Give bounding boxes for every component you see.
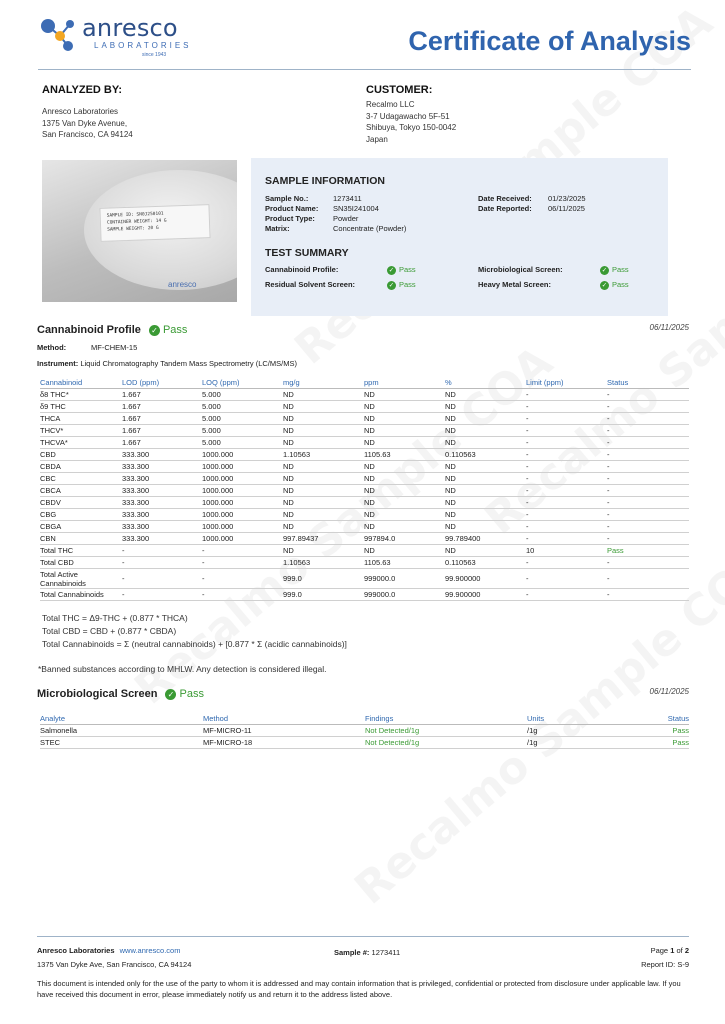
column-header: Findings <box>365 713 527 724</box>
table-row <box>40 496 689 508</box>
sample-label-card <box>99 204 210 242</box>
table-cell: THCVA* <box>40 436 122 448</box>
table-row <box>40 460 689 472</box>
matrix: Concentrate (Powder) <box>333 224 407 233</box>
table-row <box>40 724 689 736</box>
table-cell: δ9 THC <box>40 400 122 412</box>
table-cell: ND <box>283 400 364 412</box>
table-cell: - <box>122 556 202 568</box>
customer-block <box>366 84 456 145</box>
table-cell: 5.000 <box>202 388 283 400</box>
residual-status: Pass <box>399 280 416 289</box>
table-cell: ND <box>445 400 526 412</box>
cannabinoid-section-title <box>37 324 187 336</box>
field-label: Microbiological Screen: <box>478 265 563 274</box>
table-cell: 1.667 <box>122 424 202 436</box>
table-cell: CBCA <box>40 484 122 496</box>
formula-line: Total CBD = CBD + (0.877 * CBDA) <box>42 626 177 636</box>
table-cell: Total THC <box>40 544 122 556</box>
table-row <box>40 532 689 544</box>
column-header: Cannabinoid <box>40 377 122 388</box>
table-cell: ND <box>364 496 445 508</box>
cannabinoid-status: Pass <box>399 265 416 274</box>
label-line: SAMPLE ID: SN0J250101 <box>106 211 164 219</box>
logo-subtitle: LABORATORIES <box>94 41 192 50</box>
table-cell: - <box>607 400 689 412</box>
micro-date: 06/11/2025 <box>649 687 689 696</box>
table-cell: 1000.000 <box>202 460 283 472</box>
table-cell: 1.667 <box>122 388 202 400</box>
table-cell: 5.000 <box>202 400 283 412</box>
table-row <box>40 412 689 424</box>
method-value: MF-CHEM-15 <box>91 343 138 352</box>
table-cell: ND <box>364 400 445 412</box>
formula-line: Total THC = Δ9-THC + (0.877 * THCA) <box>42 613 188 623</box>
table-cell: Pass <box>649 724 689 736</box>
table-cell: 5.000 <box>202 412 283 424</box>
section-title-text: Cannabinoid Profile <box>37 324 141 336</box>
customer-heading: CUSTOMER: <box>366 84 433 96</box>
table-cell: ND <box>283 472 364 484</box>
table-cell: - <box>607 436 689 448</box>
field-label: Residual Solvent Screen: <box>265 280 356 289</box>
table-cell: ND <box>445 520 526 532</box>
sample-photo <box>42 160 237 302</box>
label-line: CONTAINER WEIGHT: 14 G <box>106 218 167 226</box>
table-cell: - <box>122 588 202 600</box>
column-header: Units <box>527 713 649 724</box>
table-cell: - <box>526 556 607 568</box>
table-cell: ND <box>364 544 445 556</box>
anresco-logo <box>38 12 198 58</box>
table-cell: - <box>607 496 689 508</box>
table-cell: ND <box>364 484 445 496</box>
table-cell: - <box>202 544 283 556</box>
table-cell: 333.300 <box>122 460 202 472</box>
table-cell: ND <box>445 544 526 556</box>
table-row <box>40 388 689 400</box>
product-type: Powder <box>333 214 359 223</box>
table-cell: 1000.000 <box>202 496 283 508</box>
table-cell: Salmonella <box>40 724 203 736</box>
logo-wordmark: anresco <box>82 14 178 42</box>
table-cell: ND <box>283 436 364 448</box>
table-cell: 1105.63 <box>364 448 445 460</box>
table-cell: ND <box>364 424 445 436</box>
micro-status: Pass <box>612 265 629 274</box>
table-cell: 1000.000 <box>202 508 283 520</box>
table-cell: ND <box>364 460 445 472</box>
customer-line: 3-7 Udagawacho 5F-51 <box>366 111 450 121</box>
field-label: Date Reported: <box>478 204 532 213</box>
analyzed-by-heading: ANALYZED BY: <box>42 84 123 96</box>
check-icon: ✓ <box>388 266 395 274</box>
table-row <box>40 448 689 460</box>
product-name: SN35I241004 <box>333 204 379 213</box>
table-cell: 1000.000 <box>202 520 283 532</box>
table-cell: - <box>526 484 607 496</box>
table-cell: - <box>122 544 202 556</box>
analyzed-by-line: 1375 Van Dyke Avenue, <box>42 118 128 128</box>
table-cell: ND <box>283 388 364 400</box>
table-cell: - <box>526 508 607 520</box>
footer-divider <box>37 936 689 937</box>
table-cell: - <box>607 424 689 436</box>
page-of: of <box>676 946 683 955</box>
table-cell: 1.667 <box>122 400 202 412</box>
table-cell: 333.300 <box>122 532 202 544</box>
report-id: Report ID: S-9 <box>641 960 689 969</box>
logo-since: since 1943 <box>142 52 167 58</box>
column-header: Status <box>607 377 689 388</box>
page-total: 2 <box>684 946 689 955</box>
table-cell: ND <box>283 544 364 556</box>
table-cell: - <box>526 436 607 448</box>
table-cell: 333.300 <box>122 472 202 484</box>
table-cell: - <box>526 388 607 400</box>
table-cell: ND <box>445 424 526 436</box>
table-cell: CBD <box>40 448 122 460</box>
micro-pass: Pass <box>179 688 204 700</box>
table-cell: 1.667 <box>122 412 202 424</box>
table-cell: /1g <box>527 736 649 748</box>
sample-info-heading: SAMPLE INFORMATION <box>265 175 385 187</box>
table-cell: - <box>607 484 689 496</box>
table-cell: ND <box>364 472 445 484</box>
table-cell: Pass <box>607 544 689 556</box>
table-cell: ND <box>445 484 526 496</box>
table-cell: - <box>122 568 202 588</box>
check-icon: ✓ <box>165 689 176 700</box>
footer-page <box>651 946 689 955</box>
header-divider <box>38 69 691 70</box>
table-cell: 1000.000 <box>202 472 283 484</box>
table-cell: ND <box>283 508 364 520</box>
table-row <box>40 520 689 532</box>
field-label: Cannabinoid Profile: <box>265 265 339 274</box>
table-cell: 1.667 <box>122 436 202 448</box>
sample-no: 1273411 <box>333 194 362 203</box>
document-title: Certificate of Analysis <box>408 26 691 56</box>
table-cell: - <box>526 520 607 532</box>
customer-line: Shibuya, Tokyo 150-0042 <box>366 123 457 132</box>
table-row <box>40 472 689 484</box>
table-cell: CBG <box>40 508 122 520</box>
table-cell: ND <box>283 496 364 508</box>
column-header: LOD (ppm) <box>122 377 202 388</box>
table-row <box>40 484 689 496</box>
table-cell: ND <box>445 412 526 424</box>
field-label: Product Type: <box>265 214 315 223</box>
table-row <box>40 556 689 568</box>
table-cell: 999.0 <box>283 588 364 600</box>
table-cell: CBN <box>40 532 122 544</box>
table-cell: 1.10563 <box>283 448 364 460</box>
method-label: Method: <box>37 343 67 352</box>
table-cell: ND <box>364 436 445 448</box>
table-cell: - <box>607 556 689 568</box>
photo-logo: anresco <box>168 280 197 289</box>
column-header: mg/g <box>283 377 364 388</box>
check-icon: ✓ <box>601 281 608 289</box>
label-line: SAMPLE WEIGHT: 20 G <box>107 225 159 233</box>
table-cell: - <box>526 460 607 472</box>
table-cell: STEC <box>40 736 203 748</box>
table-cell: 1000.000 <box>202 532 283 544</box>
table-cell: 333.300 <box>122 484 202 496</box>
table-cell: 1105.63 <box>364 556 445 568</box>
table-cell: ND <box>364 412 445 424</box>
table-cell: 5.000 <box>202 424 283 436</box>
cannabinoid-table <box>40 377 689 601</box>
page-prefix: Page <box>650 946 669 955</box>
table-cell: Pass <box>649 736 689 748</box>
table-row <box>40 400 689 412</box>
table-cell: - <box>526 472 607 484</box>
field-label: Heavy Metal Screen: <box>478 280 551 289</box>
table-cell: 99.789400 <box>445 532 526 544</box>
table-cell: - <box>607 532 689 544</box>
table-cell: ND <box>283 460 364 472</box>
table-cell: 1000.000 <box>202 484 283 496</box>
table-cell: ND <box>445 472 526 484</box>
column-header: Method <box>203 713 365 724</box>
column-header: Limit (ppm) <box>526 377 607 388</box>
field-label: Sample No.: <box>265 194 309 203</box>
table-cell: 1000.000 <box>202 448 283 460</box>
table-cell: 0.110563 <box>445 556 526 568</box>
table-cell: - <box>202 588 283 600</box>
footer-sample <box>334 948 400 957</box>
table-cell: 99.900000 <box>445 588 526 600</box>
formula-line: Total Cannabinoids = Σ (neutral cannabinoids) + [0.877 * Σ (acidic cannabinoids)] <box>42 639 347 649</box>
table-cell: 0.110563 <box>445 448 526 460</box>
field-label: Matrix: <box>265 224 290 233</box>
table-cell: - <box>607 508 689 520</box>
table-cell: THCV* <box>40 424 122 436</box>
footer-sample-label: Sample #: <box>334 948 370 957</box>
table-cell: ND <box>445 460 526 472</box>
column-header: LOQ (ppm) <box>202 377 283 388</box>
instrument-value: Liquid Chromatography Tandem Mass Spectrometry (LC/MS/MS) <box>80 359 297 368</box>
table-row <box>40 736 689 748</box>
table-cell: - <box>526 400 607 412</box>
table-cell: - <box>607 520 689 532</box>
footer-sample-value: 1273411 <box>371 948 401 957</box>
table-cell: - <box>526 588 607 600</box>
table-cell: - <box>607 388 689 400</box>
table-cell: - <box>607 568 689 588</box>
heavy-status: Pass <box>612 280 629 289</box>
table-cell: 333.300 <box>122 496 202 508</box>
table-cell: ND <box>283 520 364 532</box>
table-cell: ND <box>364 388 445 400</box>
table-cell: δ8 THC* <box>40 388 122 400</box>
table-cell: ND <box>364 520 445 532</box>
table-cell: Total CBD <box>40 556 122 568</box>
table-cell: Total Active Cannabinoids <box>40 568 122 588</box>
table-cell: 5.000 <box>202 436 283 448</box>
sample-info-box <box>251 158 668 316</box>
table-cell: 999000.0 <box>364 588 445 600</box>
analyzed-by-block <box>42 84 133 141</box>
table-row <box>40 568 689 588</box>
table-cell: - <box>526 448 607 460</box>
customer-line: Recalmo LLC <box>366 100 415 109</box>
table-cell: - <box>607 472 689 484</box>
date-reported: 06/11/2025 <box>548 204 585 213</box>
table-cell: - <box>526 568 607 588</box>
table-cell: ND <box>283 412 364 424</box>
table-cell: ND <box>445 436 526 448</box>
table-cell: 997894.0 <box>364 532 445 544</box>
table-cell: 333.300 <box>122 520 202 532</box>
table-cell: - <box>526 532 607 544</box>
column-header: Analyte <box>40 713 203 724</box>
micro-table <box>40 713 689 749</box>
table-cell: CBDV <box>40 496 122 508</box>
table-cell: Total Cannabinoids <box>40 588 122 600</box>
table-cell: - <box>202 568 283 588</box>
table-cell: ND <box>445 508 526 520</box>
field-label: Product Name: <box>265 204 319 213</box>
table-row <box>40 544 689 556</box>
table-cell: CBGA <box>40 520 122 532</box>
table-cell: ND <box>283 424 364 436</box>
table-cell: ND <box>283 484 364 496</box>
table-cell: ND <box>445 388 526 400</box>
table-row <box>40 424 689 436</box>
instrument-label: Instrument: <box>37 359 79 368</box>
table-cell: 10 <box>526 544 607 556</box>
field-label: Date Received: <box>478 194 532 203</box>
table-cell: /1g <box>527 724 649 736</box>
micro-section-title <box>37 688 204 700</box>
table-row <box>40 588 689 600</box>
table-cell: MF-MICRO-11 <box>203 724 365 736</box>
check-icon: ✓ <box>149 325 160 336</box>
footer-disclaimer: This document is intended only for the use of the party to whom it is addressed and may contain information that is privileged, confidential or protected from disclosure under applicable law. If you have received this document in error, please immediately notify us and return it to the address listed above. <box>37 979 681 999</box>
column-header: ppm <box>364 377 445 388</box>
table-cell: CBDA <box>40 460 122 472</box>
footer-website-link[interactable]: www.anresco.com <box>119 946 181 955</box>
table-cell: - <box>202 556 283 568</box>
footer-company: Anresco Laboratories <box>37 946 115 955</box>
table-cell: - <box>607 588 689 600</box>
table-cell: - <box>526 424 607 436</box>
table-cell: - <box>607 448 689 460</box>
table-cell: CBC <box>40 472 122 484</box>
check-icon: ✓ <box>388 281 395 289</box>
analyzed-by-line: Anresco Laboratories <box>42 107 119 116</box>
check-icon: ✓ <box>601 266 608 274</box>
test-summary-heading: TEST SUMMARY <box>265 247 349 259</box>
table-cell: ND <box>445 496 526 508</box>
table-row <box>40 508 689 520</box>
page-number: 1 <box>670 946 675 955</box>
table-cell: - <box>526 412 607 424</box>
analyzed-by-line: San Francisco, CA 94124 <box>42 130 133 139</box>
customer-line: Japan <box>366 134 388 144</box>
table-cell: - <box>607 460 689 472</box>
table-cell: Not Detected/1g <box>365 736 527 748</box>
table-cell: 333.300 <box>122 448 202 460</box>
table-cell: ND <box>364 508 445 520</box>
table-cell: 333.300 <box>122 508 202 520</box>
table-cell: Not Detected/1g <box>365 724 527 736</box>
column-header: % <box>445 377 526 388</box>
logo-molecule-icon <box>38 14 78 54</box>
column-header: Status <box>649 713 689 724</box>
table-cell: 1.10563 <box>283 556 364 568</box>
table-cell: MF-MICRO-18 <box>203 736 365 748</box>
table-cell: 999000.0 <box>364 568 445 588</box>
date-received: 01/23/2025 <box>548 194 586 203</box>
table-cell: - <box>607 412 689 424</box>
cannabinoid-pass: Pass <box>162 324 188 336</box>
table-cell: 997.89437 <box>283 532 364 544</box>
cannabinoid-date: 06/11/2025 <box>649 323 689 332</box>
table-row <box>40 436 689 448</box>
table-cell: 999.0 <box>283 568 364 588</box>
section-title-text: Microbiological Screen <box>37 688 158 700</box>
footer-address: 1375 Van Dyke Ave, San Francisco, CA 94124 <box>37 960 192 969</box>
footer-company-line <box>37 946 180 955</box>
banned-note: *Banned substances according to MHLW. Any detection is considered illegal. <box>38 664 327 674</box>
table-cell: 99.900000 <box>445 568 526 588</box>
table-cell: THCA <box>40 412 122 424</box>
table-cell: - <box>526 496 607 508</box>
